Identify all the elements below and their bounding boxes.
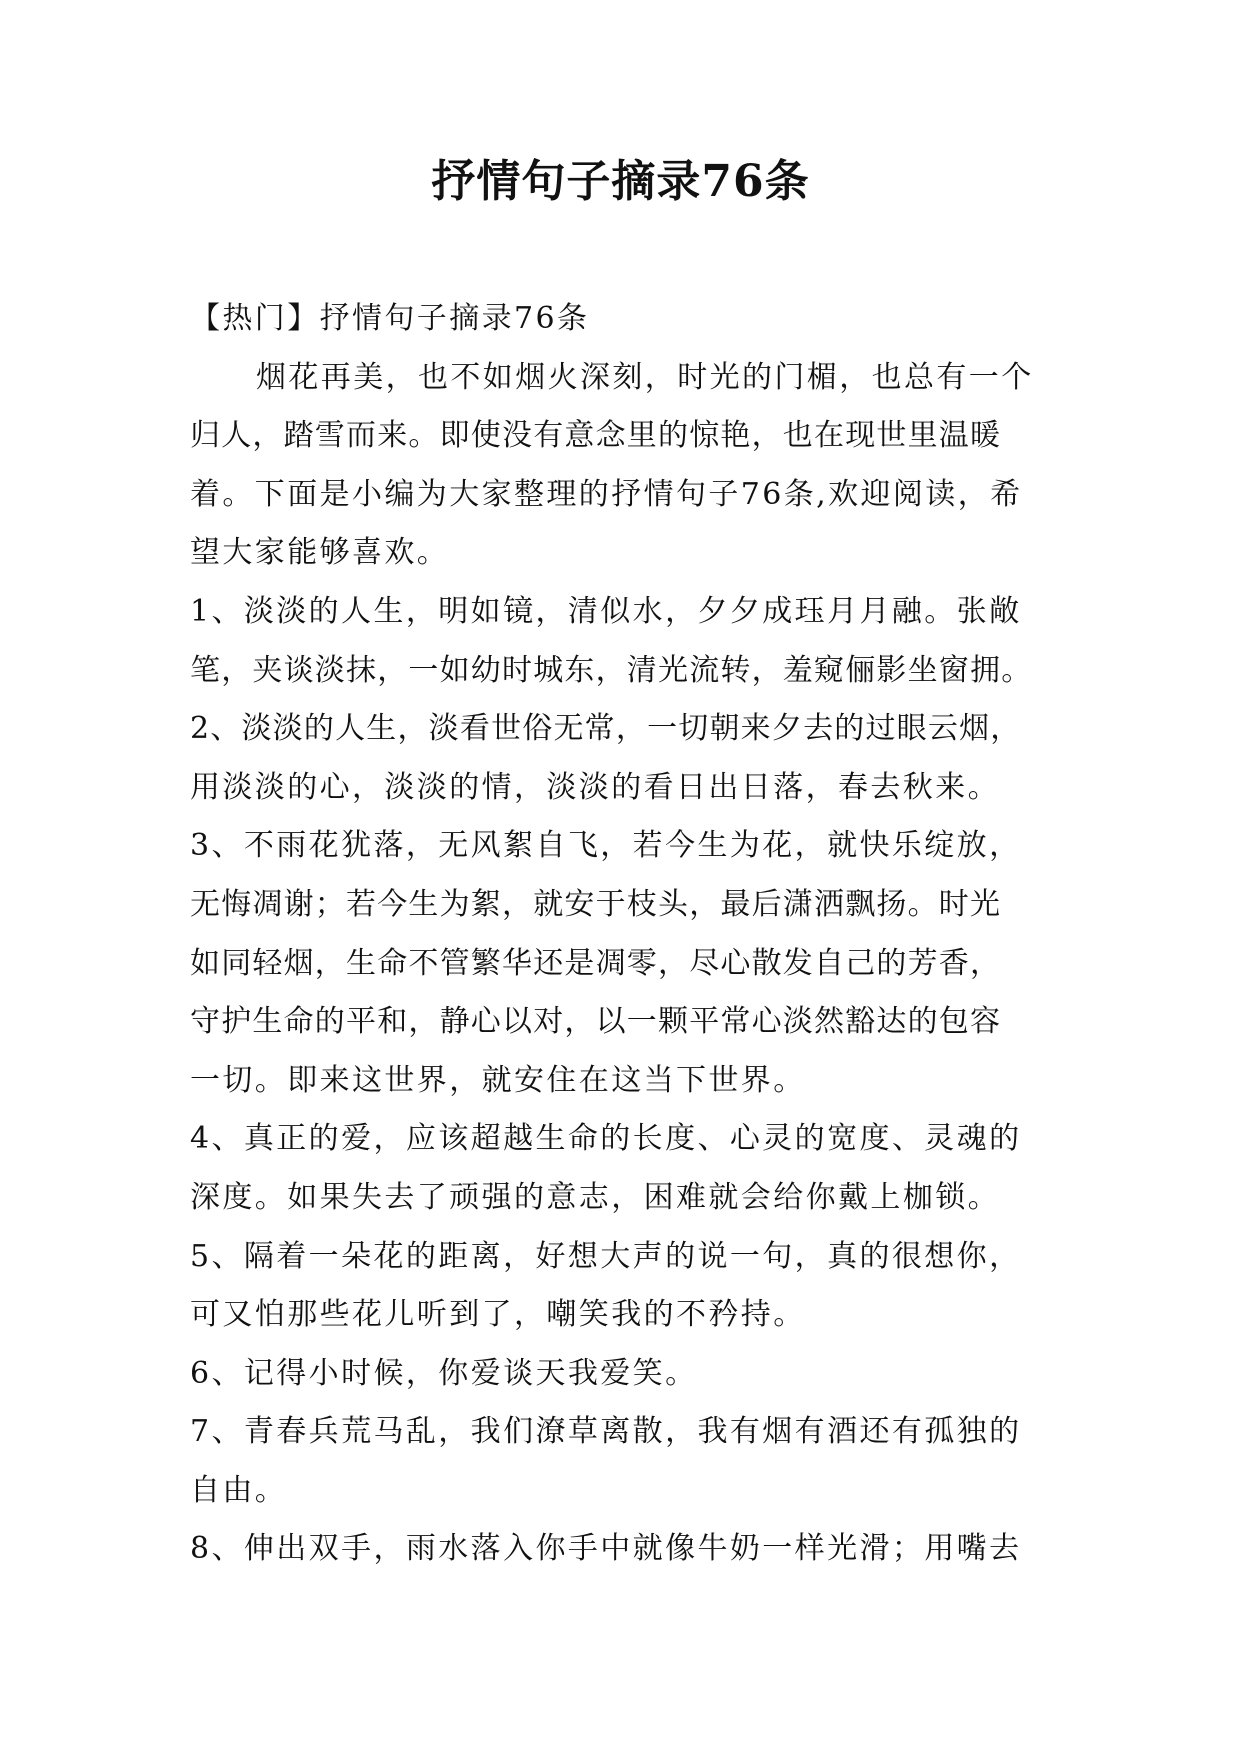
document-subtitle: 【热门】抒情句子摘录76条 xyxy=(190,301,590,336)
paragraph-line: 守护生命的平和，静心以对，以一颗平常心淡然豁达的包容 xyxy=(190,1004,1002,1040)
document-body xyxy=(190,290,1050,1579)
paragraph-line: 5、隔着一朵花的距离，好想大声的说一句，真的很想你， xyxy=(190,1238,1022,1274)
intro-line: 烟花再美，也不如烟火深刻，时光的门楣，也总有一个 xyxy=(256,359,1034,395)
paragraph-line: 可又怕那些花儿听到了，嘲笑我的不矜持。 xyxy=(190,1297,806,1333)
paragraph-line: 7、青春兵荒马乱，我们潦草离散，我有烟有酒还有孤独的 xyxy=(190,1414,1022,1450)
intro-line: 着。下面是小编为大家整理的抒情句子76条,欢迎阅读，希 xyxy=(190,476,1023,512)
paragraph-line: 3、不雨花犹落，无风絮自飞，若今生为花，就快乐绽放， xyxy=(190,828,1022,864)
paragraph-line: 用淡淡的心，淡淡的情，淡淡的看日出日落，春去秋来。 xyxy=(190,769,1000,805)
paragraph-line: 自由。 xyxy=(190,1472,288,1508)
paragraph-line: 一切。即来这世界，就安住在这当下世界。 xyxy=(190,1062,806,1098)
paragraph-line: 笔，夹谈淡抹，一如幼时城东，清光流转，羞窥俪影坐窗拥。 xyxy=(190,652,1033,688)
paragraph-line: 1、淡淡的人生，明如镜，清似水，夕夕成珏月月融。张敞 xyxy=(190,593,1022,629)
document-title: 抒情句子摘录76条 xyxy=(431,156,810,207)
paragraph-line: 8、伸出双手，雨水落入你手中就像牛奶一样光滑；用嘴去 xyxy=(190,1531,1022,1567)
intro-line: 望大家能够喜欢。 xyxy=(190,535,450,571)
paragraph-line: 2、淡淡的人生，淡看世俗无常，一切朝来夕去的过眼云烟， xyxy=(190,711,1022,747)
paragraph-line: 深度。如果失去了顽强的意志，困难就会给你戴上枷锁。 xyxy=(190,1179,1000,1215)
intro-line: 归人，踏雪而来。即使没有意念里的惊艳，也在现世里温暖 xyxy=(190,418,1002,454)
paragraph-line: 4、真正的爱，应该超越生命的长度、心灵的宽度、灵魂的 xyxy=(190,1121,1022,1157)
paragraph-line: 无悔凋谢；若今生为絮，就安于枝头，最后潇洒飘扬。时光 xyxy=(190,886,1002,922)
paragraph-line: 如同轻烟，生命不管繁华还是凋零，尽心散发自己的芳香， xyxy=(190,945,1002,981)
paragraph-line: 6、记得小时候，你爱谈天我爱笑。 xyxy=(190,1355,698,1391)
